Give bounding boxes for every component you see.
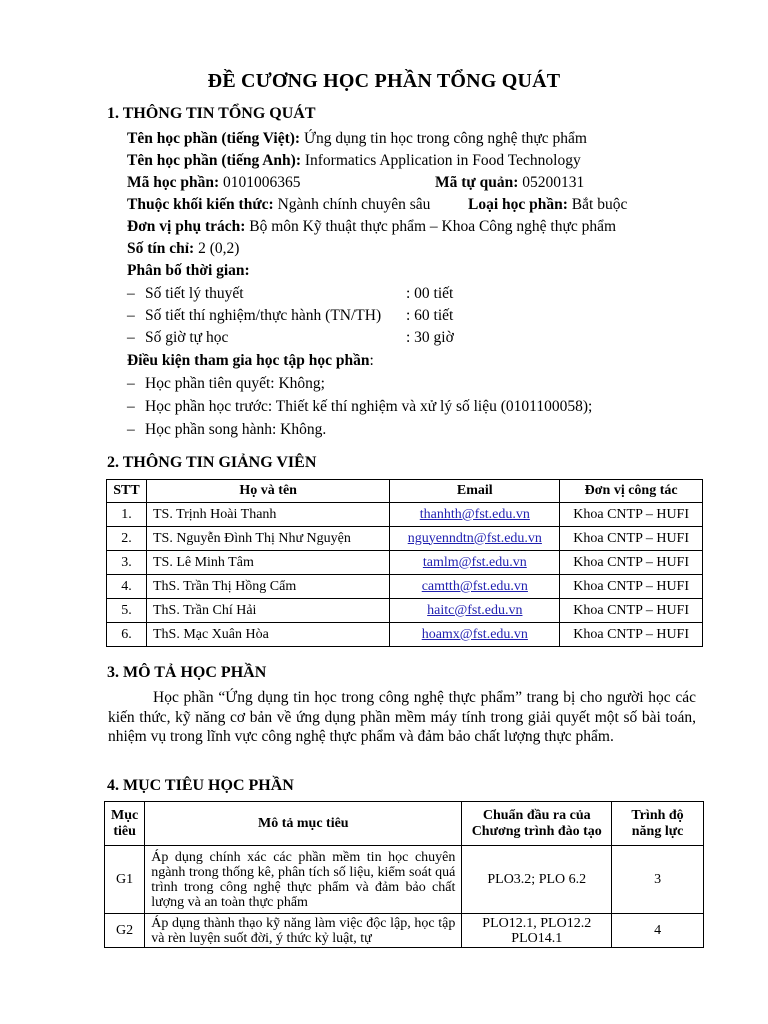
- objective-level: 4: [612, 914, 704, 948]
- knowledge-block-label: Thuộc khối kiến thức:: [127, 196, 274, 213]
- email-cell: [390, 599, 560, 623]
- course-code-value: 0101006365: [219, 174, 301, 191]
- prior-course-text: Học phần học trước: Thiết kế thí nghiệm và xử lý số liệu (0101100058);: [145, 398, 593, 415]
- email-cell: [390, 575, 560, 599]
- time-theory-value: : 00 tiết: [406, 285, 454, 302]
- objective-level: 3: [612, 846, 704, 914]
- email-link[interactable]: camtth@fst.edu.vn: [421, 578, 528, 594]
- time-self-study-label: Số giờ tự học: [145, 329, 229, 346]
- time-theory-label: Số tiết lý thuyết: [145, 285, 244, 302]
- course-name-en: [127, 152, 581, 170]
- row-index: 5.: [107, 599, 147, 623]
- list-dash: –: [127, 398, 135, 415]
- prerequisite-text: Học phần tiên quyết: Không;: [145, 375, 325, 392]
- unit-cell: Khoa CNTP – HUFI: [560, 575, 703, 599]
- header-description: Mô tả mục tiêu: [145, 802, 462, 846]
- objective-id: G1: [105, 846, 145, 914]
- time-lab-value: : 60 tiết: [406, 307, 454, 324]
- email-link[interactable]: haitc@fst.edu.vn: [427, 602, 523, 618]
- table-row: [107, 623, 703, 647]
- list-dash: –: [127, 307, 135, 324]
- row-index: 1.: [107, 503, 147, 527]
- knowledge-block: [127, 196, 430, 214]
- self-code-value: 05200131: [518, 174, 585, 191]
- objective-id: G2: [105, 914, 145, 948]
- header-email: Email: [390, 480, 560, 503]
- lecturer-name: ThS. Mạc Xuân Hòa: [146, 623, 389, 647]
- table-row: [105, 914, 704, 948]
- table-row: [107, 551, 703, 575]
- section-2-heading: 2. THÔNG TIN GIẢNG VIÊN: [107, 454, 317, 471]
- unit-cell: Khoa CNTP – HUFI: [560, 503, 703, 527]
- document-title: ĐỀ CƯƠNG HỌC PHẦN TỔNG QUÁT: [207, 70, 561, 92]
- course-code: [127, 174, 301, 192]
- corequisite-item: [127, 421, 326, 439]
- row-index: 3.: [107, 551, 147, 575]
- objective-plo: PLO12.1, PLO12.2 PLO14.1: [462, 914, 612, 948]
- prior-course-item: [127, 398, 592, 416]
- table-row: [107, 503, 703, 527]
- email-cell: [390, 503, 560, 527]
- list-dash: –: [127, 375, 135, 392]
- credits-value: 2 (0,2): [194, 240, 240, 257]
- department: [127, 218, 616, 236]
- header-name: Họ và tên: [146, 480, 389, 503]
- table-row: [105, 846, 704, 914]
- objective-description: Áp dụng chính xác các phần mềm tin học chuyên ngành trong thống kê, phân tích số liệu, kiểm soát quá trình trong công nghệ thực phẩm và đảm bảo chất lượng và an toàn thực phẩm: [145, 846, 462, 914]
- course-type-label: Loại học phần:: [468, 196, 568, 213]
- self-code: [435, 174, 584, 192]
- header-unit: Đơn vị công tác: [560, 480, 703, 503]
- course-name-en-value: Informatics Application in Food Technology: [300, 152, 581, 169]
- email-link[interactable]: nguyenndtn@fst.edu.vn: [407, 530, 542, 546]
- credits: [127, 240, 239, 258]
- email-cell: [390, 623, 560, 647]
- course-name-vi: [127, 130, 587, 148]
- row-index: 6.: [107, 623, 147, 647]
- department-label: Đơn vị phụ trách:: [127, 218, 246, 235]
- unit-cell: Khoa CNTP – HUFI: [560, 599, 703, 623]
- objective-description: Áp dụng thành thạo kỹ năng làm việc độc lập, học tập và rèn luyện suốt đời, ý thức kỷ luật, tự: [145, 914, 462, 948]
- prerequisites-heading: [127, 352, 374, 370]
- email-cell: [390, 551, 560, 575]
- table-row: [107, 599, 703, 623]
- unit-cell: Khoa CNTP – HUFI: [560, 551, 703, 575]
- course-code-label: Mã học phần:: [127, 174, 220, 191]
- email-link[interactable]: thanhth@fst.edu.vn: [419, 506, 530, 522]
- row-index: 4.: [107, 575, 147, 599]
- list-dash: –: [127, 285, 135, 302]
- unit-cell: Khoa CNTP – HUFI: [560, 527, 703, 551]
- section-4-heading: 4. MỤC TIÊU HỌC PHẦN: [107, 777, 294, 794]
- objectives-table: [104, 801, 704, 948]
- course-name-vi-value: Ứng dụng tin học trong công nghệ thực phẩm: [300, 130, 587, 147]
- table-row: [107, 527, 703, 551]
- corequisite-text: Học phần song hành: Không.: [145, 421, 327, 438]
- self-code-label: Mã tự quản:: [435, 174, 519, 191]
- lecturer-name: ThS. Trần Chí Hải: [146, 599, 389, 623]
- lecturer-name: ThS. Trần Thị Hồng Cẩm: [146, 575, 389, 599]
- objective-plo: PLO3.2; PLO 6.2: [462, 846, 612, 914]
- lecturer-table: [106, 479, 703, 647]
- lecturer-name: TS. Lê Minh Tâm: [146, 551, 389, 575]
- time-lab-label: Số tiết thí nghiệm/thực hành (TN/TH): [145, 307, 382, 324]
- section-1-heading: 1. THÔNG TIN TỔNG QUÁT: [107, 105, 316, 122]
- prerequisite-item: [127, 375, 325, 393]
- list-dash: –: [127, 329, 135, 346]
- time-allocation-label: Phân bố thời gian:: [127, 262, 250, 279]
- course-name-en-label: Tên học phần (tiếng Anh):: [127, 152, 301, 169]
- header-plo: Chuẩn đầu ra của Chương trình đào tạo: [462, 802, 612, 846]
- email-cell: [390, 527, 560, 551]
- lecturer-name: TS. Nguyễn Đình Thị Như Nguyện: [146, 527, 389, 551]
- department-value: Bộ môn Kỹ thuật thực phẩm – Khoa Công nghệ thực phẩm: [245, 218, 617, 235]
- list-dash: –: [127, 421, 135, 438]
- time-theory: [127, 285, 487, 303]
- table-header-row: [105, 802, 704, 846]
- time-self-study-value: : 30 giờ: [406, 329, 454, 346]
- credits-label: Số tín chỉ:: [127, 240, 195, 257]
- time-lab: [127, 307, 487, 325]
- email-link[interactable]: tamlm@fst.edu.vn: [422, 554, 527, 570]
- lecturer-name: TS. Trịnh Hoài Thanh: [146, 503, 389, 527]
- header-level: Trình độ năng lực: [612, 802, 704, 846]
- table-row: [107, 575, 703, 599]
- prerequisites-colon: :: [369, 352, 374, 369]
- row-index: 2.: [107, 527, 147, 551]
- header-stt: STT: [107, 480, 147, 503]
- course-type: [468, 196, 627, 214]
- table-header-row: [107, 480, 703, 503]
- header-objective: Mục tiêu: [105, 802, 145, 846]
- email-link[interactable]: hoamx@fst.edu.vn: [421, 626, 528, 642]
- unit-cell: Khoa CNTP – HUFI: [560, 623, 703, 647]
- section-3-heading: 3. MÔ TẢ HỌC PHẦN: [107, 664, 267, 681]
- knowledge-block-value: Ngành chính chuyên sâu: [273, 196, 431, 213]
- prerequisites-label: Điều kiện tham gia học tập học phần: [127, 352, 370, 369]
- course-description: Học phần “Ứng dụng tin học trong công nghệ thực phẩm” trang bị cho người học các kiến thức, kỹ năng cơ bản về ứng dụng phần mềm máy tính trong giải quyết một số bài toán, nhiệm vụ trong lĩnh vực công nghệ thực phẩm và đảm bảo chất lượng thực phẩm.: [108, 689, 696, 745]
- time-self-study: [127, 329, 487, 347]
- course-type-value: Bắt buộc: [567, 196, 628, 213]
- course-name-vi-label: Tên học phần (tiếng Việt):: [127, 130, 301, 147]
